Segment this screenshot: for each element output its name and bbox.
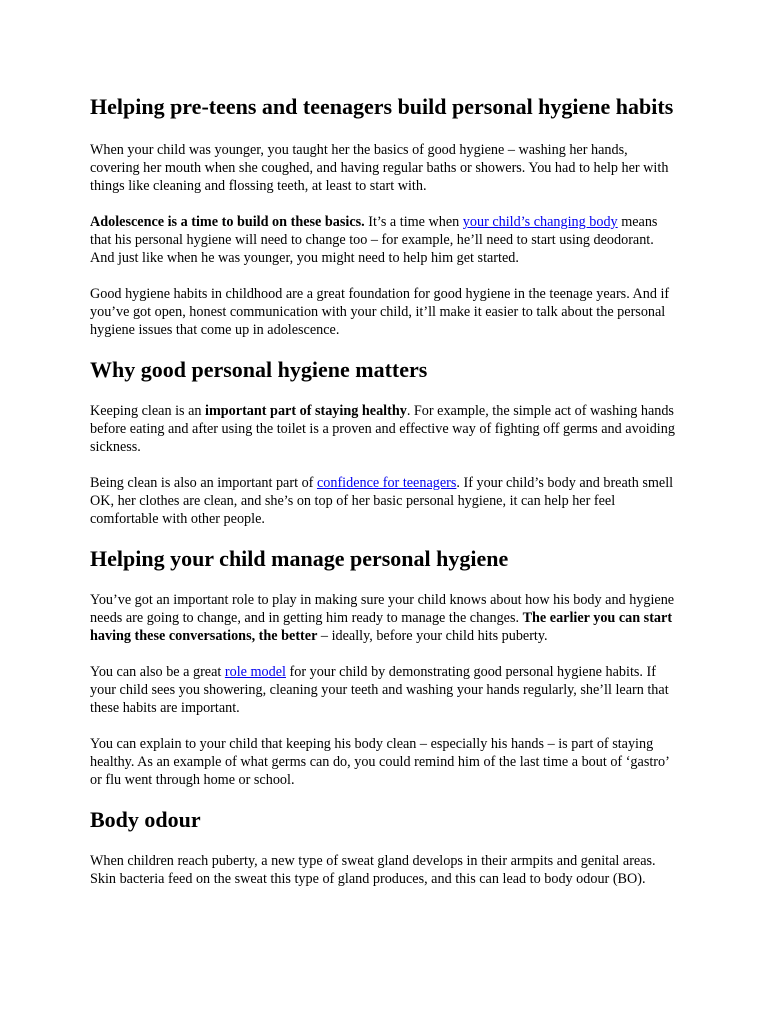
article bbox=[90, 92, 680, 888]
adolescence-text-after-link: means that his personal hygiene will need to change too – for example, he’ll need to start using deodorant. And just like when he was younger, you might need to help him get started. bbox=[90, 214, 658, 266]
role-model-text-before-link: You can also be a great bbox=[90, 664, 225, 680]
role-model-text-after-link: for your child by demonstrating good personal hygiene habits. If your child sees you showering, cleaning your teeth and washing your hands regularly, she’ll learn that these habits are important. bbox=[90, 664, 669, 716]
page-title: Helping pre-teens and teenagers build personal hygiene habits bbox=[90, 94, 674, 119]
foundation-paragraph: Good hygiene habits in childhood are a great foundation for good hygiene in the teenage years. And if you’ve got open, honest communication with your child, it’ll make it easier to talk about the personal hygiene issues that come up in adolescence. bbox=[90, 286, 670, 338]
germs-paragraph: You can explain to your child that keeping his body clean – especially his hands – is part of staying healthy. As an example of what germs can do, you could remind him of the last time a bout of ‘gastro’ or flu went through home or school. bbox=[90, 736, 669, 788]
staying-healthy-paragraph bbox=[90, 402, 680, 456]
staying-healthy-bold-text: important part of staying healthy bbox=[205, 403, 407, 419]
staying-healthy-text-before: Keeping clean is an bbox=[90, 403, 206, 419]
important-role-bold-text: The earlier you can start having these conversations, the better bbox=[90, 610, 673, 644]
heading-body-odour: Body odour bbox=[90, 807, 201, 832]
role-model-paragraph bbox=[90, 663, 680, 717]
adolescence-paragraph bbox=[90, 213, 680, 267]
intro-paragraph: When your child was younger, you taught her the basics of good hygiene – washing her hands, covering her mouth when she coughed, and having regular baths or showers. You had to help her with things like cleaning and flossing teeth, at least to start with. bbox=[90, 142, 669, 194]
confidence-text-before-link: Being clean is also an important part of bbox=[90, 475, 317, 491]
staying-healthy-text-after: . For example, the simple act of washing hands before eating and after using the toilet is a proven and effective way of fighting off germs and avoiding sickness. bbox=[90, 403, 675, 455]
changing-body-link[interactable]: your child’s changing body bbox=[462, 214, 618, 230]
heading-why-hygiene-matters: Why good personal hygiene matters bbox=[90, 357, 428, 382]
body-odour-paragraph: When children reach puberty, a new type of sweat gland develops in their armpits and genital areas. Skin bacteria feed on the sweat this type of gland produces, and this can lead to body odour (BO). bbox=[90, 853, 656, 887]
important-role-text-after: – ideally, before your child hits puberty. bbox=[317, 628, 548, 644]
role-model-link[interactable]: role model bbox=[224, 664, 286, 680]
important-role-paragraph bbox=[90, 591, 680, 645]
confidence-text-after-link: . If your child’s body and breath smell OK, her clothes are clean, and she’s on top of her basic personal hygiene, it can help her feel comfortable with other people. bbox=[90, 475, 674, 527]
important-role-text-before: You’ve got an important role to play in making sure your child knows about how his body and hygiene needs are going to change, and in getting him ready to manage the changes. bbox=[90, 592, 675, 626]
adolescence-bold-text: Adolescence is a time to build on these basics. bbox=[90, 214, 365, 230]
confidence-paragraph bbox=[90, 474, 680, 528]
heading-helping-child: Helping your child manage personal hygiene bbox=[90, 546, 509, 571]
adolescence-text-before-link: It’s a time when bbox=[364, 214, 463, 230]
confidence-for-teenagers-link[interactable]: confidence for teenagers bbox=[316, 475, 457, 491]
